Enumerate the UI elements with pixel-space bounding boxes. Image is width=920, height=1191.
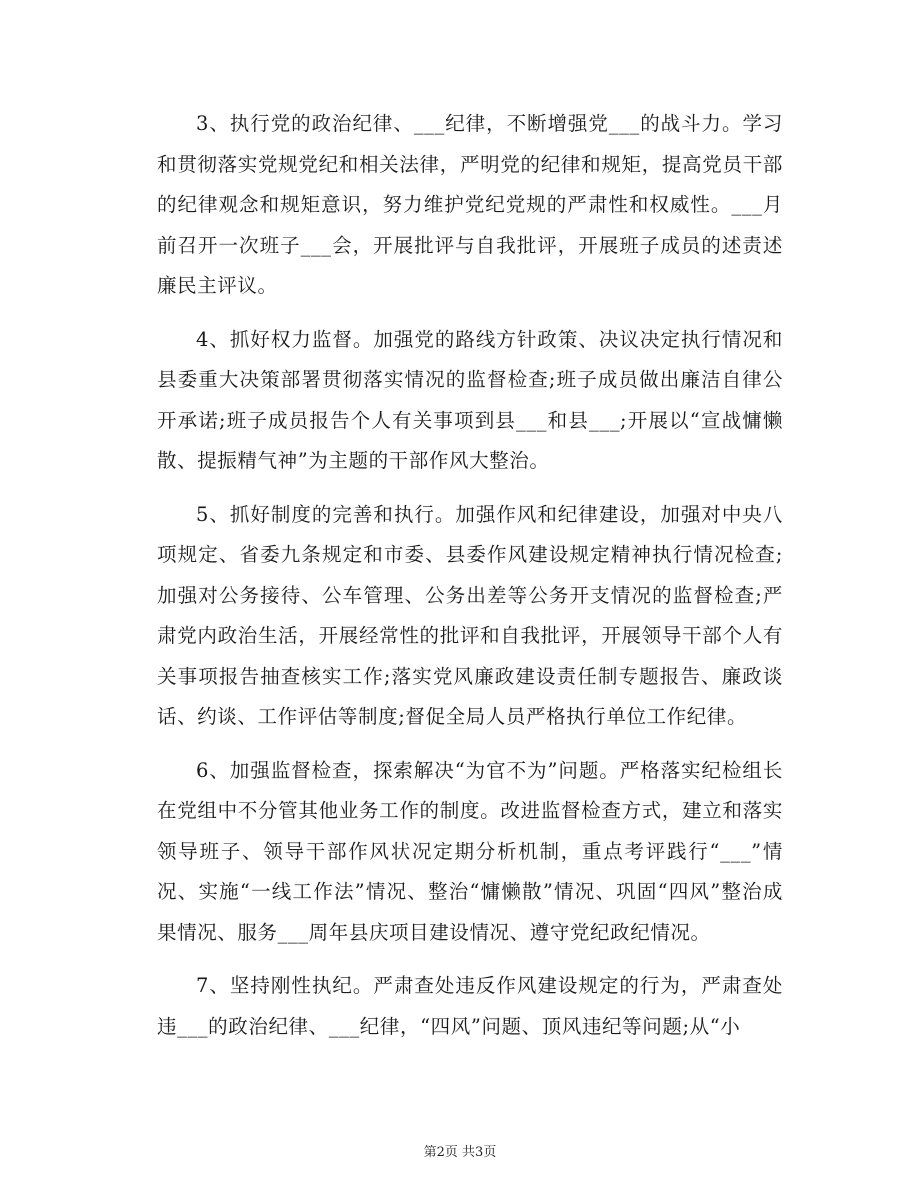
page-number-footer: 第2页 共3页 [423,1145,497,1160]
paragraph-5: 5、抓好制度的完善和执行。加强作风和纪律建设，加强对中央八项规定、省委九条规定和市委、县委作风建设规定精神执行情况检查;加强对公务接待、公车管理、公务出差等公务开支情况的监督检查;严肃党内政治生活，开展经常性的批评和自我批评，开展领导干部个人有关事项报告抽查核实工作;落实党风廉政建设责任制专题报告、廉政谈话、约谈、工作评估等制度;督促全局人员严格执行单位工作纪律。 [157,502,783,728]
paragraph-7: 7、坚持刚性执纪。严肃查处违反作风建设规定的行为，严肃查处违___的政治纪律、___纪律，“四风”问题、顶风违纪等问题;从“小 [157,974,783,1038]
document-body [157,104,783,1060]
paragraph-4: 4、抓好权力监督。加强党的路线方针政策、决议决定执行情况和县委重大决策部署贯彻落实情况的监督检查;班子成员做出廉洁自律公开承诺;班子成员报告个人有关事项到县___和县___;开展以“宣战慵懒散、提振精气神”为主题的干部作风大整治。 [157,327,783,472]
paragraph-3: 3、执行党的政治纪律、___纪律，不断增强党___的战斗力。学习和贯彻落实党规党纪和相关法律，严明党的纪律和规矩，提高党员干部的纪律观念和规矩意识，努力维护党纪党规的严肃性和权威性。___月前召开一次班子___会，开展批评与自我批评，开展班子成员的述责述廉民主评议。 [157,112,783,297]
paragraph-6: 6、加强监督检查，探索解决“为官不为”问题。严格落实纪检组长在党组中不分管其他业务工作的制度。改进监督检查方式，建立和落实领导班子、领导干部作风状况定期分析机制，重点考评践行“___”情况、实施“一线工作法”情况、整治“慵懒散”情况、巩固“四风”整治成果情况、服务___周年县庆项目建设情况、遵守党纪政纪情况。 [157,758,783,944]
